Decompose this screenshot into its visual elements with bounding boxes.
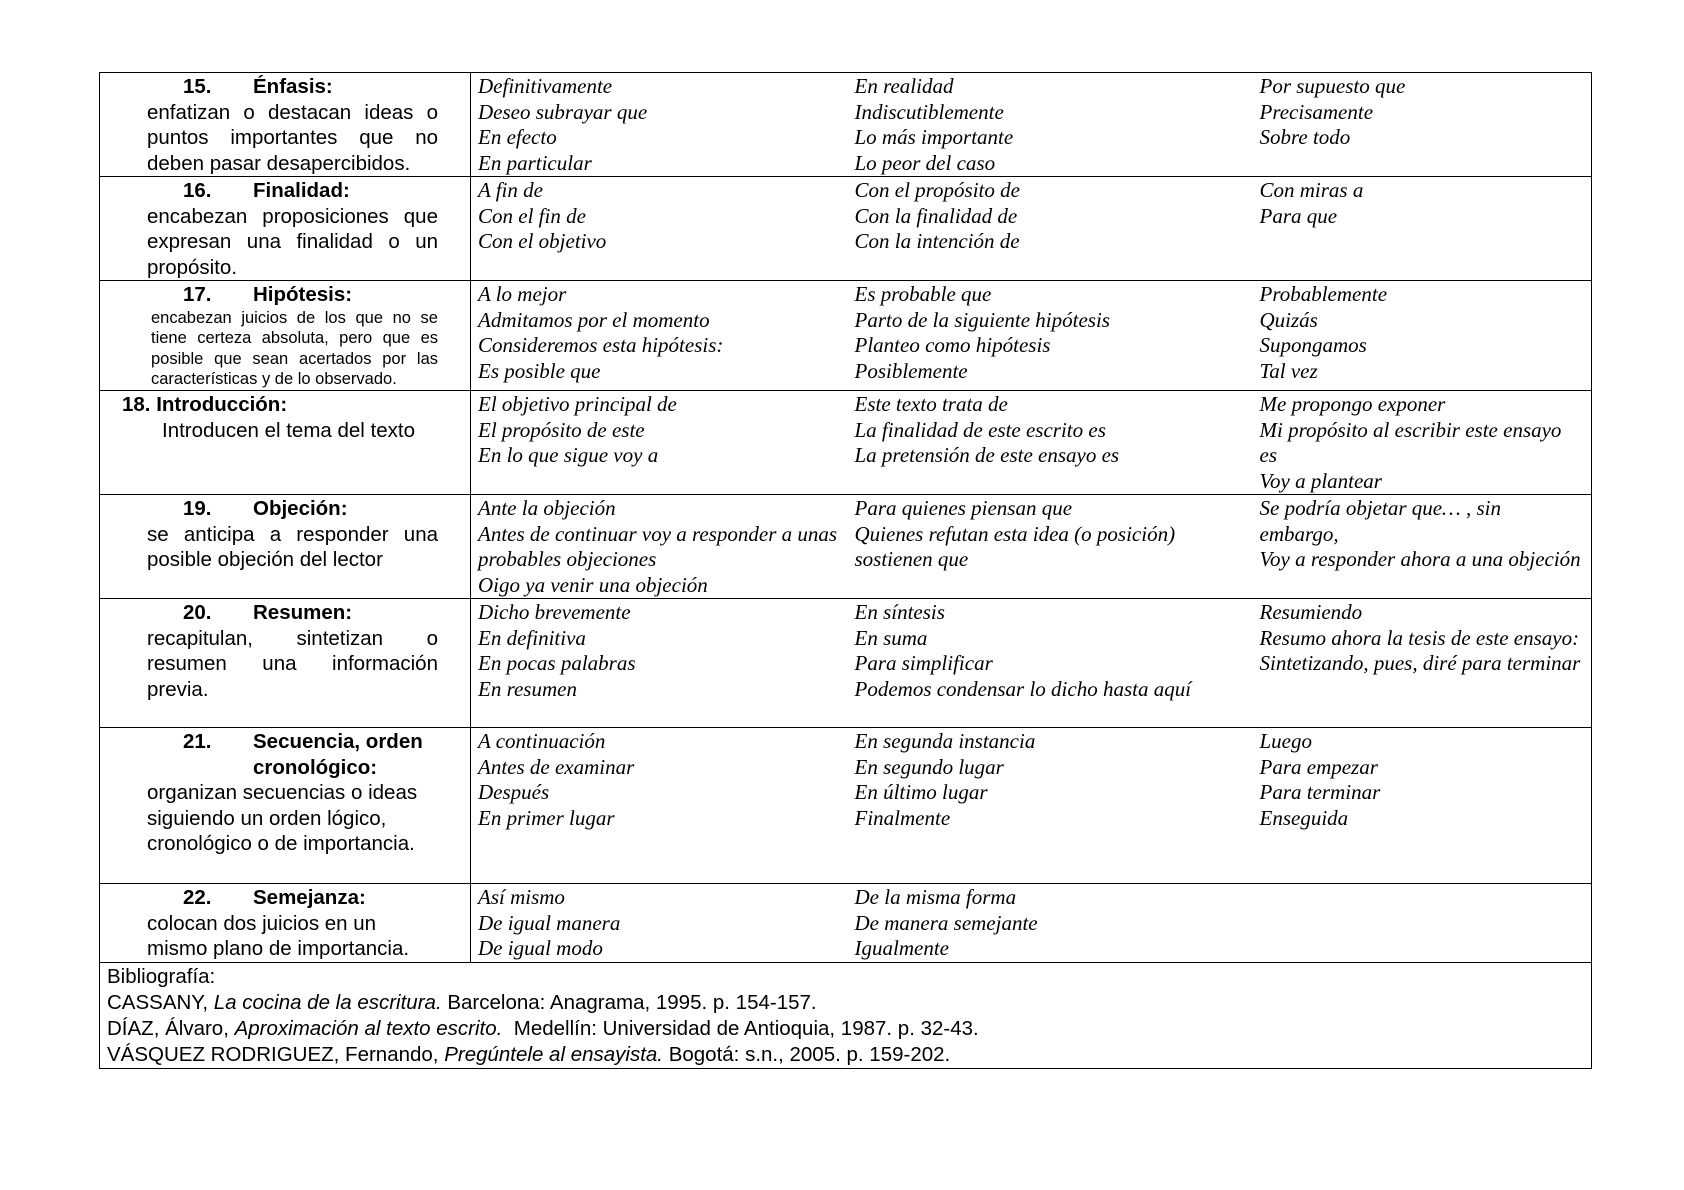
bib-title: Aproximación al texto escrito. (234, 1016, 503, 1040)
list-item: Mi propósito al escribir este ensayo es (1259, 417, 1562, 467)
category-number: 20. (183, 601, 212, 624)
category-cell (100, 495, 471, 599)
examples-column-1 (471, 281, 848, 391)
list-item: Voy a plantear (1259, 468, 1382, 493)
list-item: A lo mejor (478, 282, 567, 306)
table-row (100, 884, 1592, 963)
list-item: Luego (1259, 729, 1312, 753)
bib-title: Pregúntele al ensayista. (444, 1042, 664, 1066)
list-item: Para empezar (1259, 754, 1378, 779)
list-item: De la misma forma (854, 885, 1017, 909)
list-item: En lo que sigue voy a (478, 443, 659, 467)
list-item: Lo más importante (854, 125, 1014, 149)
list-item: En pocas palabras (478, 651, 636, 675)
list-item: Probablemente (1259, 282, 1388, 306)
category-cell (100, 73, 471, 177)
list-item: De igual manera (478, 910, 621, 935)
list-item: Definitivamente (478, 74, 613, 98)
list-item: En efecto (478, 125, 557, 149)
list-item: Parto de la siguiente hipótesis (854, 307, 1110, 332)
table-row (100, 391, 1592, 495)
category-number: 21. (183, 730, 212, 753)
list-item: Posiblemente (854, 358, 968, 383)
list-item: En particular (478, 150, 592, 175)
list-item: Este texto trata de (854, 392, 1008, 416)
list-item: Deseo subrayar que (478, 99, 648, 124)
list-item: En suma (854, 625, 928, 650)
category-number: 15. (183, 75, 212, 98)
bibliography-row (100, 962, 1592, 1068)
category-description: encabezan proposiciones que expresan una finalidad o un propósito. (147, 204, 438, 279)
category-number: 22. (183, 886, 212, 909)
category-cell (100, 599, 471, 728)
list-item: Antes de examinar (478, 754, 635, 779)
list-item: En resumen (478, 676, 577, 701)
list-item: Planteo como hipótesis (854, 333, 1051, 357)
bib-title: La cocina de la escritura. (213, 990, 442, 1014)
list-item: Sintetizando, pues, diré para terminar (1259, 651, 1581, 675)
list-item: La pretensión de este ensayo es (854, 443, 1120, 467)
bibliography-entry (107, 1042, 1584, 1068)
list-item: En último lugar (854, 780, 988, 804)
list-item: Después (478, 780, 550, 804)
category-title: Finalidad: (253, 179, 350, 202)
examples-column-2 (848, 495, 1253, 599)
examples-column-3 (1253, 391, 1592, 495)
examples-column-1 (471, 73, 848, 177)
list-item: Es posible que (478, 358, 601, 383)
category-title: Secuencia, orden cronológico: (253, 730, 423, 779)
examples-column-3 (1253, 599, 1592, 728)
list-item: Enseguida (1259, 805, 1349, 830)
list-item: Precisamente (1259, 99, 1374, 124)
examples-column-2 (848, 728, 1253, 884)
bib-author: VÁSQUEZ RODRIGUEZ, Fernando, (107, 1042, 445, 1066)
table-row (100, 281, 1592, 391)
examples-column-3 (1253, 177, 1592, 281)
examples-column-3 (1253, 281, 1592, 391)
examples-column-3 (1253, 73, 1592, 177)
list-item: Con el objetivo (478, 229, 607, 253)
list-item: De igual modo (478, 936, 603, 960)
bibliography-heading: Bibliografía: (107, 964, 216, 988)
examples-column-1 (471, 884, 848, 963)
list-item: Dicho brevemente (478, 600, 631, 624)
table-row (100, 728, 1592, 884)
list-item: Antes de continuar voy a responder a unas probables objeciones (478, 521, 838, 571)
bib-details: Barcelona: Anagrama, 1995. p. 154-157. (441, 990, 817, 1014)
category-description: recapitulan, sintetizan o resumen una información previa. (147, 626, 438, 701)
list-item: Ante la objeción (478, 496, 616, 520)
list-item: Quizás (1259, 307, 1318, 332)
list-item: Oigo ya venir una objeción (478, 572, 708, 597)
table-row (100, 177, 1592, 281)
examples-column-3 (1253, 884, 1592, 963)
examples-column-2 (848, 599, 1253, 728)
examples-column-2 (848, 391, 1253, 495)
list-item: En segunda instancia (854, 729, 1036, 753)
category-number: 19. (183, 497, 212, 520)
category-description: enfatizan o destacan ideas o puntos importantes que no deben pasar desapercibidos. (147, 100, 438, 175)
list-item: Con el fin de (478, 203, 586, 228)
examples-column-2 (848, 177, 1253, 281)
examples-column-1 (471, 599, 848, 728)
bib-author: DÍAZ, Álvaro, (107, 1016, 235, 1040)
list-item: El propósito de este (478, 417, 645, 442)
category-cell (100, 884, 471, 963)
examples-column-1 (471, 391, 848, 495)
list-item: Por supuesto que (1259, 74, 1406, 98)
examples-column-1 (471, 495, 848, 599)
table-row (100, 599, 1592, 728)
list-item: Para que (1259, 203, 1338, 228)
category-title: Énfasis: (253, 75, 333, 98)
list-item: Podemos condensar lo dicho hasta aquí (854, 676, 1192, 701)
list-item: Con la intención de (854, 229, 1020, 253)
category-description: encabezan juicios de los que no se tiene certeza absoluta, pero que es posible que sean acertados por las características y de lo observado. (151, 308, 438, 388)
list-item: Tal vez (1259, 358, 1318, 383)
list-item: A fin de (478, 178, 543, 202)
category-cell (100, 281, 471, 391)
list-item: Así mismo (478, 885, 565, 909)
table-row (100, 73, 1592, 177)
list-item: En realidad (854, 74, 954, 98)
examples-column-2 (848, 73, 1253, 177)
list-item: Con la finalidad de (854, 203, 1018, 228)
category-description: colocan dos juicios en un mismo plano de importancia. (147, 911, 410, 960)
examples-column-1 (471, 728, 848, 884)
list-item: A continuación (478, 729, 606, 753)
bibliography-entry (107, 1016, 1584, 1042)
category-number: 18. (122, 393, 151, 416)
examples-column-1 (471, 177, 848, 281)
category-cell (100, 177, 471, 281)
list-item: Con el propósito de (854, 178, 1020, 202)
list-item: Admitamos por el momento (478, 307, 710, 332)
list-item: Para terminar (1259, 780, 1381, 804)
list-item: Es probable que (854, 282, 992, 306)
list-item: Consideremos esta hipótesis: (478, 333, 724, 357)
category-description: Introducen el tema del texto (162, 418, 415, 442)
category-cell (100, 728, 471, 884)
list-item: Finalmente (854, 805, 951, 830)
list-item: Resumo ahora la tesis de este ensayo: (1259, 625, 1580, 650)
category-title: Introducción: (156, 393, 288, 416)
category-description: organizan secuencias o ideas siguiendo un orden lógico, cronológico o de importancia. (147, 781, 418, 855)
bib-details: Medellín: Universidad de Antioquia, 1987. p. 32-43. (502, 1016, 979, 1040)
examples-column-3 (1253, 495, 1592, 599)
list-item: Supongamos (1259, 333, 1367, 357)
bib-author: CASSANY, (107, 990, 214, 1014)
examples-column-3 (1253, 728, 1592, 884)
list-item: En síntesis (854, 600, 945, 624)
category-cell (100, 391, 471, 495)
table-row (100, 495, 1592, 599)
category-number: 17. (183, 283, 212, 306)
examples-column-2 (848, 884, 1253, 963)
list-item: Voy a responder ahora a una objeción (1259, 547, 1581, 571)
list-item: Lo peor del caso (854, 150, 996, 175)
list-item: Igualmente (854, 936, 949, 960)
list-item: Se podría objetar que… , sin embargo, (1259, 496, 1501, 546)
connectors-table (99, 72, 1592, 1069)
category-title: Objeción: (253, 497, 348, 520)
bibliography-cell (100, 962, 1592, 1068)
category-title: Semejanza: (253, 886, 366, 909)
category-title: Resumen: (253, 601, 353, 624)
list-item: Me propongo exponer (1259, 392, 1446, 416)
list-item: En primer lugar (478, 805, 615, 830)
examples-column-2 (848, 281, 1253, 391)
list-item: El objetivo principal de (478, 392, 677, 416)
list-item: Sobre todo (1259, 125, 1351, 149)
bibliography-entry (107, 990, 1584, 1016)
category-number: 16. (183, 179, 212, 202)
category-title: Hipótesis: (253, 283, 353, 306)
list-item: La finalidad de este escrito es (854, 417, 1106, 442)
list-item: De manera semejante (854, 910, 1038, 935)
category-description: se anticipa a responder una posible objeción del lector (147, 522, 438, 571)
list-item: Resumiendo (1259, 600, 1363, 624)
list-item: Para simplificar (854, 651, 993, 675)
list-item: En segundo lugar (854, 754, 1004, 779)
list-item: Indiscutiblemente (854, 99, 1004, 124)
bib-details: Bogotá: s.n., 2005. p. 159-202. (663, 1042, 951, 1066)
list-item: Para quienes piensan que (854, 496, 1073, 520)
list-item: Con miras a (1259, 178, 1364, 202)
list-item: Quienes refutan esta idea (o posición) sostienen que (854, 521, 1176, 571)
list-item: En definitiva (478, 625, 586, 650)
